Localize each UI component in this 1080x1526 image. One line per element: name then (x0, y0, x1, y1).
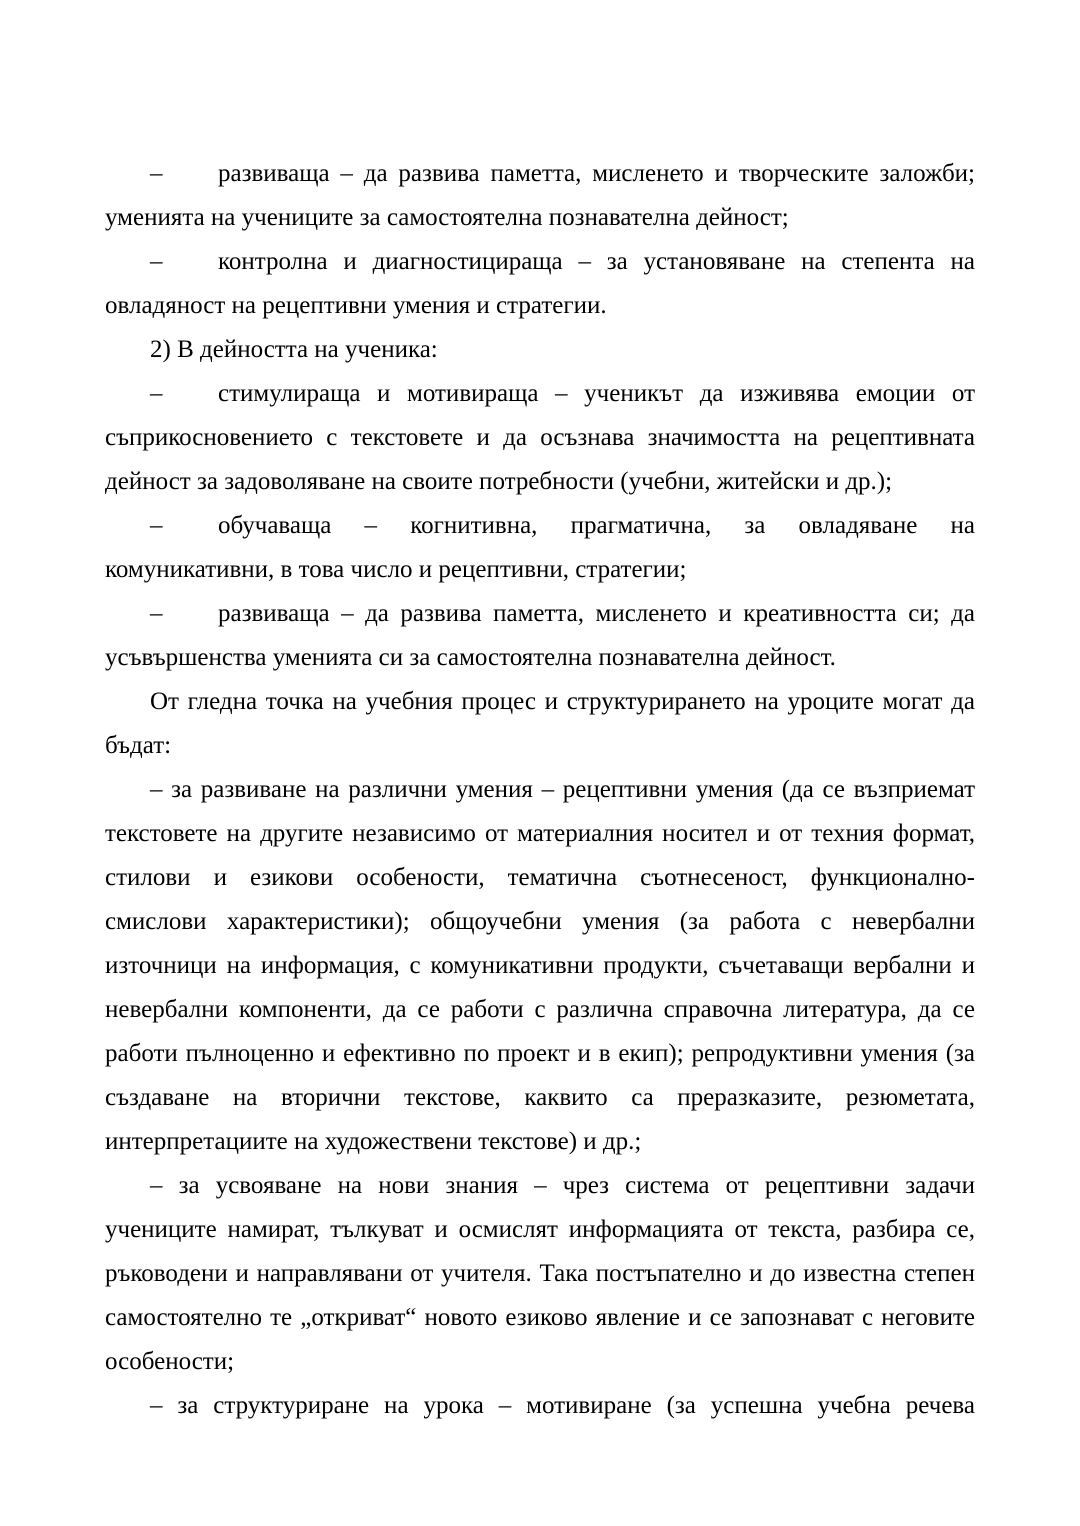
text-line (150, 592, 975, 636)
text-line: – за развиване на различни умения – рецептивни умения (да се възприемат (150, 776, 975, 803)
text-line (150, 240, 975, 284)
dash-bullet: – (150, 600, 163, 627)
paragraph (105, 240, 975, 328)
text-line: комуникативни, в това число и рецептивни, стратегии; (105, 556, 687, 583)
line-text: обучаваща – когнитивна, прагматична, за овладяване на (218, 512, 975, 539)
text-line: работи пълноценно и ефективно по проект и в екип); репродуктивни умения (за (105, 1040, 975, 1067)
text-line: източници на информация, с комуникативни продукти, съчетаващи вербални и (105, 952, 975, 979)
text-line: самостоятелно те „откриват“ новото езиково явление и се запознават с неговите (105, 1304, 975, 1331)
paragraph (105, 1384, 975, 1428)
text-line: От гледна точка на учебния процес и структурирането на уроците могат да (150, 688, 975, 715)
text-line: – за усвояване на нови знания – чрез система от рецептивни задачи (150, 1172, 975, 1199)
text-line: създаване на вторични текстове, каквито са преразказите, резюметата, (105, 1084, 975, 1111)
dash-bullet: – (150, 512, 163, 539)
text-line: учениците намират, тълкуват и осмислят информацията от текста, разбира се, (105, 1216, 975, 1243)
text-line: текстовете на другите независимо от материалния носител и от техния формат, (105, 820, 975, 847)
text-line: интерпретациите на художествени текстове) и др.; (105, 1128, 642, 1155)
text-line: стилови и езикови особености, тематична съотнесеност, функционално- (105, 864, 975, 891)
text-line: невербални компоненти, да се работи с различна справочна литература, да се (105, 996, 975, 1023)
line-text: развиваща – да развива паметта, мисленето и творческите заложби; (218, 160, 975, 187)
text-line (150, 504, 975, 548)
text-line (150, 152, 975, 196)
text-line: овладяност на рецептивни умения и стратегии. (105, 292, 607, 319)
line-text: развиваща – да развива паметта, мисленето и креативността си; да (218, 600, 975, 627)
paragraph (105, 768, 975, 1164)
text-line (150, 372, 975, 416)
line-text: стимулираща и мотивираща – ученикът да изживява емоции от (218, 380, 975, 407)
text-line: особености; (105, 1348, 235, 1375)
paragraph (105, 1164, 975, 1384)
text-line: уменията на учениците за самостоятелна познавателна дейност; (105, 204, 789, 231)
text-line: бъдат: (105, 732, 172, 759)
paragraph (105, 328, 975, 372)
paragraph (105, 680, 975, 768)
text-line: ръководени и направлявани от учителя. Така постъпателно и до известна степен (105, 1260, 975, 1287)
text-line: усъвършенства уменията си за самостоятелна познавателна дейност. (105, 644, 836, 671)
dash-bullet: – (150, 160, 163, 187)
paragraph (105, 372, 975, 504)
text-line: 2) В дейността на ученика: (150, 336, 438, 363)
dash-bullet: – (150, 380, 163, 407)
text-line: дейност за задоволяване на своите потребности (учебни, житейски и др.); (105, 468, 893, 495)
text-line: смислови характеристики); общоучебни умения (за работа с невербални (105, 908, 975, 935)
paragraph (105, 152, 975, 240)
text-line: – за структуриране на урока – мотивиране (за успешна учебна речева (150, 1392, 975, 1419)
text-line: съприкосновението с текстовете и да осъзнава значимостта на рецептивната (105, 424, 975, 451)
dash-bullet: – (150, 248, 163, 275)
paragraph (105, 504, 975, 592)
document-body (105, 152, 975, 1428)
paragraph (105, 592, 975, 680)
line-text: контролна и диагностицираща – за установяване на степента на (218, 248, 975, 275)
